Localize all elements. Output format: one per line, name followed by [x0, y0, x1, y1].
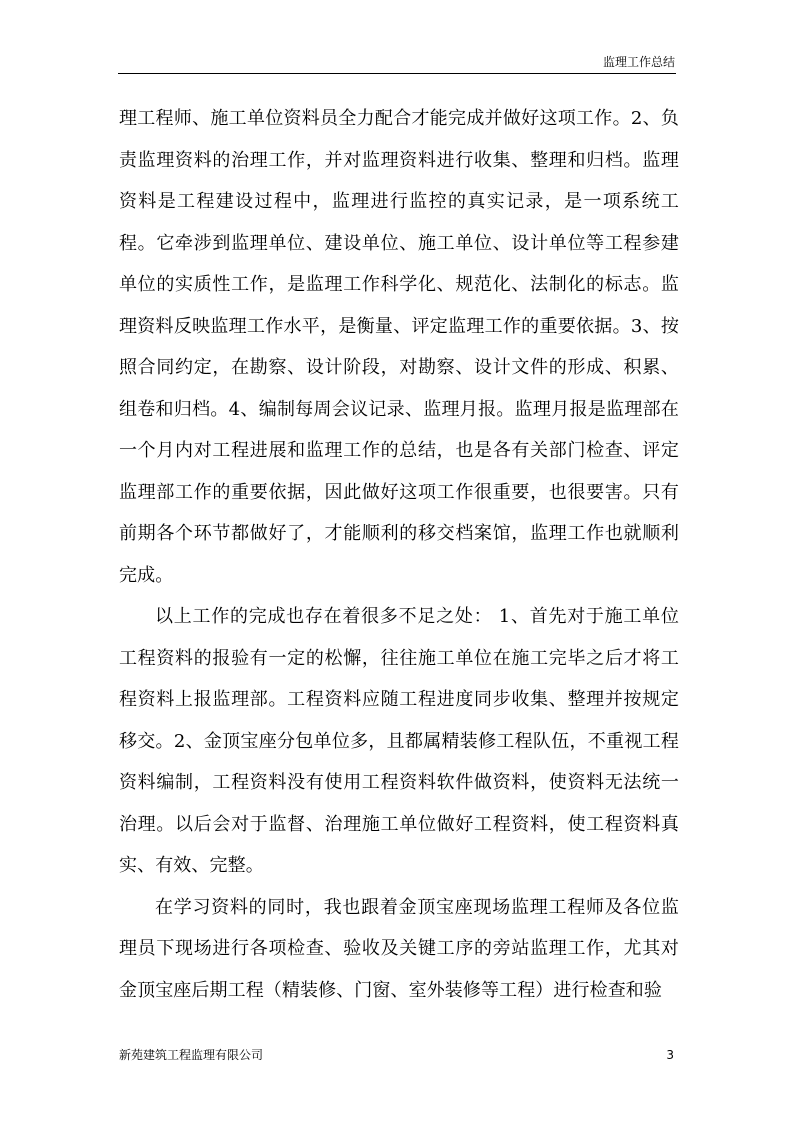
- body-paragraph-3: 在学习资料的同时，我也跟着金顶宝座现场监理工程师及各位监理员下现场进行各项检查、验收及关键工序的旁站监理工作，尤其对金顶宝座后期工程（精装修、门窗、室外装修等工程）进行检查和验: [119, 896, 679, 1001]
- footer-company-name: 新苑建筑工程监理有限公司: [119, 1048, 264, 1062]
- header-divider: [118, 73, 676, 74]
- body-paragraph-1: 理工程师、施工单位资料员全力配合才能完成并做好这项工作。2、负责监理资料的治理工作，并对监理资料进行收集、整理和归档。监理资料是工程建设过程中，监理进行监控的真实记录，是一项系统工程。它牵涉到监理单位、建设单位、施工单位、设计单位等工程参建单位的实质性工作，是监理工作科学化、规范化、法制化的标志。监理资料反映监理工作水平，是衡量、评定监理工作的重要依据。3、按照合同约定，在勘察、设计阶段，对勘察、设计文件的形成、积累、组卷和归档。4、编制每周会议记录、监理月报。监理月报是监理部在一个月内对工程进展和监理工作的总结，也是各有关部门检查、评定监理部工作的重要依据，因此做好这项工作很重要，也很要害。只有前期各个环节都做好了，才能顺利的移交档案馆，监理工作也就顺利完成。: [119, 108, 679, 586]
- page-header-title: 监理工作总结: [602, 55, 675, 69]
- body-paragraph-2: 以上工作的完成也存在着很多不足之处： 1、首先对于施工单位工程资料的报验有一定的松懈，往往施工单位在施工完毕之后才将工程资料上报监理部。工程资料应随工程进度同步收集、整理并按规定移交。2、金顶宝座分包单位多，且都属精装修工程队伍，不重视工程资料编制，工程资料没有使用工程资料软件做资料，使资料无法统一治理。以后会对于监督、治理施工单位做好工程资料，使工程资料真实、有效、完整。: [119, 606, 679, 876]
- document-body: [119, 98, 679, 1011]
- footer-page-number: 3: [666, 1048, 674, 1062]
